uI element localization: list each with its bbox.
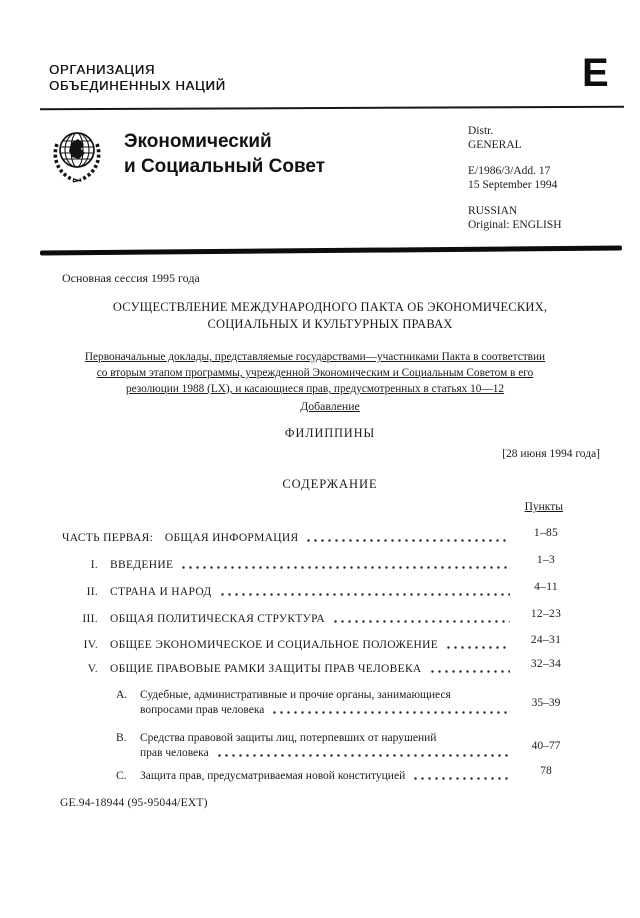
dot-leader — [334, 620, 510, 623]
language-value: RUSSIAN — [468, 205, 518, 217]
toc-pages: 40–77 — [531, 739, 561, 752]
toc-label: ОБЩИЕ ПРАВОВЫЕ РАМКИ ЗАЩИТЫ ПРАВ ЧЕЛОВЕКА — [110, 663, 422, 675]
document-symbol: E/1986/3/Add. 17 — [468, 165, 551, 177]
toc-label-line2: вопросами прав человека — [140, 704, 265, 716]
toc-pages: 1–85 — [533, 527, 559, 539]
toc-label: Защита прав, предусматриваемая новой конституцией — [140, 770, 406, 782]
dot-leader — [221, 593, 510, 596]
toc-letter: A. — [116, 689, 128, 701]
toc-numeral: V. — [87, 663, 98, 675]
dot-leader — [447, 646, 510, 649]
un-emblem-icon — [46, 124, 108, 186]
toc-row-economic-social-situation — [62, 634, 572, 653]
toc-label-line2: прав человека — [140, 747, 209, 759]
report-description-line1: Первоначальные доклады, представляемые государствами—участниками Пакта в соответствии — [84, 351, 546, 363]
toc-numeral: II. — [86, 586, 98, 598]
toc-pages: 24–31 — [530, 634, 562, 646]
toc-pages: 35–39 — [531, 696, 561, 709]
toc-label-line1: Судебные, административные и прочие органы, занимающиеся — [140, 689, 451, 701]
document-reference-number: GE.94-18944 (95-95044/EXT) — [60, 797, 208, 809]
addendum-heading: Добавление — [300, 399, 360, 413]
toc-numeral: I. — [90, 559, 98, 571]
dot-leader — [273, 711, 510, 714]
report-description-line3: резолюции 1988 (LX), и касающиеся прав, предусмотренных в статьях 10—12 — [125, 383, 505, 395]
country-name: ФИЛИППИНЫ — [284, 426, 376, 440]
toc-pages: 32–34 — [530, 658, 562, 670]
language-group — [468, 205, 562, 232]
session-line: Основная сессия 1995 года — [62, 271, 200, 285]
toc-label: ВВЕДЕНИЕ — [110, 559, 174, 571]
report-description — [55, 349, 575, 397]
org-name-line2: ОБЪЕДИНЕННЫХ НАЦИЙ — [49, 78, 226, 93]
paragraphs-column-label: Пункты — [524, 501, 563, 513]
distribution-group — [468, 125, 562, 152]
toc-label: ОБЩЕЕ ЭКОНОМИЧЕСКОЕ И СОЦИАЛЬНОЕ ПОЛОЖЕНИЕ — [110, 639, 439, 651]
report-description-line2: со вторым этапом программы, учрежденной Экономическим и Социальным Советом в его — [96, 367, 534, 379]
document-series-letter: E — [582, 51, 609, 95]
toc-row-legal-remedies — [62, 731, 572, 761]
contents-heading: СОДЕРЖАНИЕ — [282, 477, 378, 491]
toc-numeral: IV. — [83, 639, 98, 651]
council-title-line1: Экономический — [124, 131, 272, 152]
toc-pages: 12–23 — [530, 608, 562, 620]
symbol-date-group — [468, 165, 562, 192]
toc-pages: 78 — [540, 765, 552, 777]
document-date: 15 September 1994 — [468, 178, 558, 191]
document-title-line2: СОЦИАЛЬНЫХ И КУЛЬТУРНЫХ ПРАВАХ — [207, 317, 453, 331]
toc-label: ОБЩАЯ ПОЛИТИЧЕСКАЯ СТРУКТУРА — [110, 613, 325, 625]
dot-leader — [307, 539, 510, 542]
org-name-line1: ОРГАНИЗАЦИЯ — [49, 62, 156, 77]
dot-leader — [218, 754, 510, 757]
original-language: Original: ENGLISH — [468, 218, 562, 231]
toc-numeral: III. — [82, 613, 98, 625]
council-title-line2: и Социальный Совет — [124, 156, 326, 177]
un-organization-name — [49, 62, 226, 94]
dot-leader — [414, 777, 510, 780]
toc-letter: B. — [116, 732, 127, 744]
toc-label: СТРАНА И НАРОД — [110, 586, 212, 598]
distr-value: GENERAL — [468, 138, 522, 151]
toc-row-part-one — [62, 527, 572, 546]
toc-row-introduction — [62, 554, 572, 573]
submission-date: [28 июня 1994 года] — [502, 448, 600, 460]
document-title-line1: ОСУЩЕСТВЛЕНИЕ МЕЖДУНАРОДНОГО ПАКТА ОБ ЭКОНОМИЧЕСКИХ, — [112, 300, 548, 314]
toc-row-legal-framework — [62, 658, 572, 677]
header-heavy-rule — [40, 245, 622, 255]
toc-row-political-structure — [62, 608, 572, 627]
council-title — [124, 129, 325, 179]
distr-label: Distr. — [468, 125, 494, 137]
dot-leader — [182, 566, 510, 569]
header-rule — [40, 106, 624, 111]
toc-label: ЧАСТЬ ПЕРВАЯ: ОБЩАЯ ИНФОРМАЦИЯ — [62, 532, 299, 544]
toc-row-country-and-people — [62, 581, 572, 600]
toc-letter: C. — [116, 770, 127, 782]
toc-label-line1: Средства правовой защиты лиц, потерпевших от нарушений — [140, 732, 437, 744]
toc-row-constitution-protection — [62, 765, 572, 784]
toc-pages: 4–11 — [534, 581, 558, 593]
dot-leader — [431, 670, 510, 673]
toc-row-judicial-bodies — [62, 688, 572, 718]
document-info-block — [468, 125, 562, 245]
toc-pages: 1–3 — [536, 554, 556, 566]
document-title — [70, 299, 590, 333]
